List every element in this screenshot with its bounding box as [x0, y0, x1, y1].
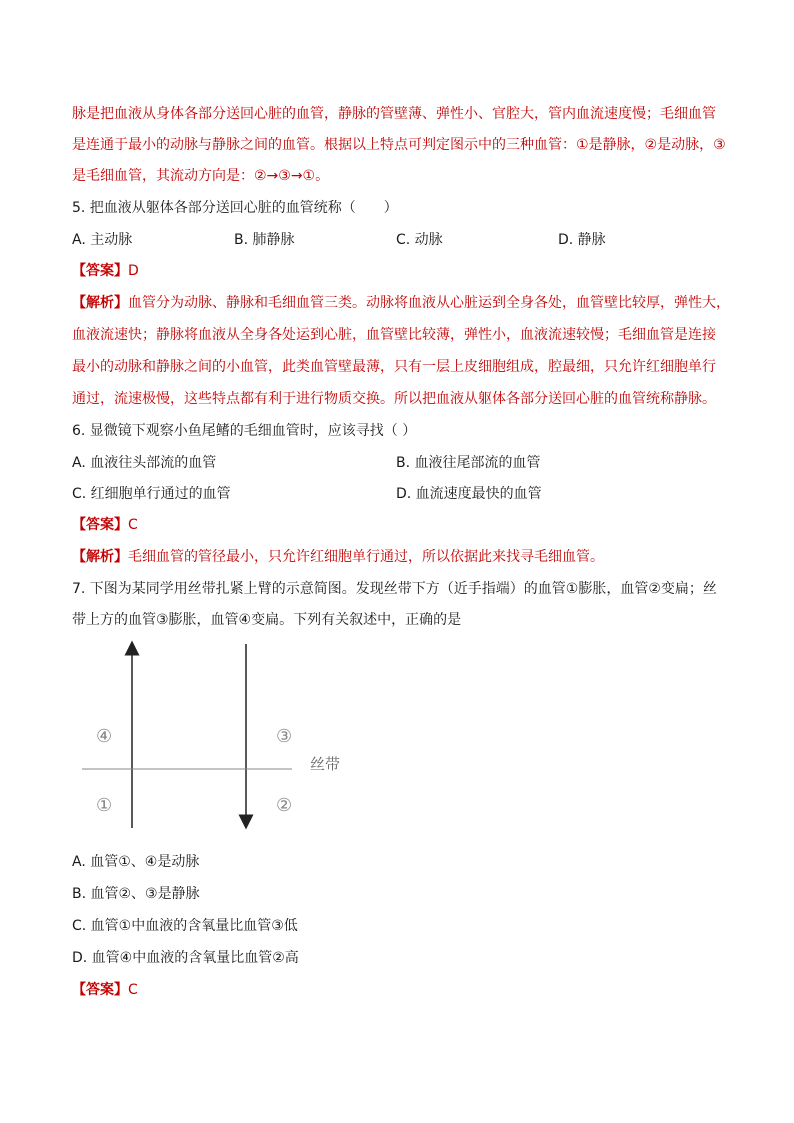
q6-option-d: D. 血流速度最快的血管	[396, 486, 542, 502]
q6-option-c: C. 红细胞单行通过的血管	[72, 486, 231, 502]
armband-diagram	[72, 638, 372, 838]
q7-stem-line-1: 7. 下图为某同学用丝带扎紧上臂的示意简图。发现丝带下方（近手指端）的血管①膨胀，血管②变扁；丝	[72, 581, 717, 597]
q6-option-b: B. 血液往尾部流的血管	[396, 455, 541, 471]
q5-option-a: A. 主动脉	[72, 232, 133, 248]
answer-tag: 【答案】	[72, 263, 128, 279]
q5-option-d: D. 静脉	[558, 232, 606, 248]
q7-option-b: B. 血管②、③是静脉	[72, 886, 200, 902]
q5-option-c: C. 动脉	[396, 232, 443, 248]
q6-stem: 6. 显微镜下观察小鱼尾鳍的毛细血管时，应该寻找（ ）	[72, 423, 417, 439]
prev-analysis-line-3: 是毛细血管，其流动方向是：②→③→①。	[72, 168, 330, 184]
analysis-tag: 【解析】	[72, 549, 128, 565]
q7-stem-line-2: 带上方的血管③膨胀，血管④变扁。下列有关叙述中，正确的是	[72, 612, 462, 628]
q7-option-d: D. 血管④中血液的含氧量比血管②高	[72, 950, 299, 966]
band-label: 丝带	[310, 755, 341, 773]
analysis-text: 毛细血管的管径最小，只允许红细胞单行通过，所以依据此来找寻毛细血管。	[128, 549, 604, 565]
answer-tag: 【答案】	[72, 982, 128, 998]
q5-option-b: B. 肺静脉	[234, 232, 295, 248]
q7-option-c: C. 血管①中血液的含氧量比血管③低	[72, 918, 298, 934]
q6-option-a: A. 血液往头部流的血管	[72, 455, 217, 471]
q5-analysis-line-3: 最小的动脉和静脉之间的小血管，此类血管壁最薄，只有一层上皮细胞组成，腔最细，只允许红细胞单行	[72, 359, 716, 375]
analysis-tag: 【解析】	[72, 295, 128, 311]
q7-option-a: A. 血管①、④是动脉	[72, 854, 200, 870]
answer-tag: 【答案】	[72, 517, 128, 533]
figure-label-2: ②	[276, 795, 293, 816]
figure-label-3: ③	[276, 726, 293, 747]
q5-analysis-line-1	[72, 293, 730, 313]
analysis-text: 血管分为动脉、静脉和毛细血管三类。动脉将血液从心脏运到全身各处，血管壁比较厚，弹性大，	[128, 295, 730, 311]
q6-analysis-line-1	[72, 547, 604, 567]
q5-answer	[72, 261, 139, 281]
answer-value: C	[128, 982, 138, 998]
answer-value: C	[128, 517, 138, 533]
q5-analysis-line-4: 通过，流速极慢，这些特点都有利于进行物质交换。所以把血液从躯体各部分送回心脏的血管统称静脉。	[72, 391, 716, 407]
q6-answer	[72, 515, 138, 535]
figure-label-1: ①	[96, 795, 113, 816]
figure-label-4: ④	[96, 726, 113, 747]
prev-analysis-line-2: 是连通于最小的动脉与静脉之间的血管。根据以上特点可判定图示中的三种血管：①是静脉，②是动脉，③	[72, 137, 726, 153]
answer-value: D	[128, 263, 139, 279]
prev-analysis-line-1: 脉是把血液从身体各部分送回心脏的血管，静脉的管壁薄、弹性小、官腔大，管内血流速度慢；毛细血管	[72, 106, 716, 122]
q5-analysis-line-2: 血液流速快；静脉将血液从全身各处运到心脏，血管壁比较薄，弹性小，血液流速较慢；毛细血管是连接	[72, 327, 716, 343]
q5-stem: 5. 把血液从躯体各部分送回心脏的血管统称（ ）	[72, 200, 398, 216]
q7-answer	[72, 980, 138, 1000]
